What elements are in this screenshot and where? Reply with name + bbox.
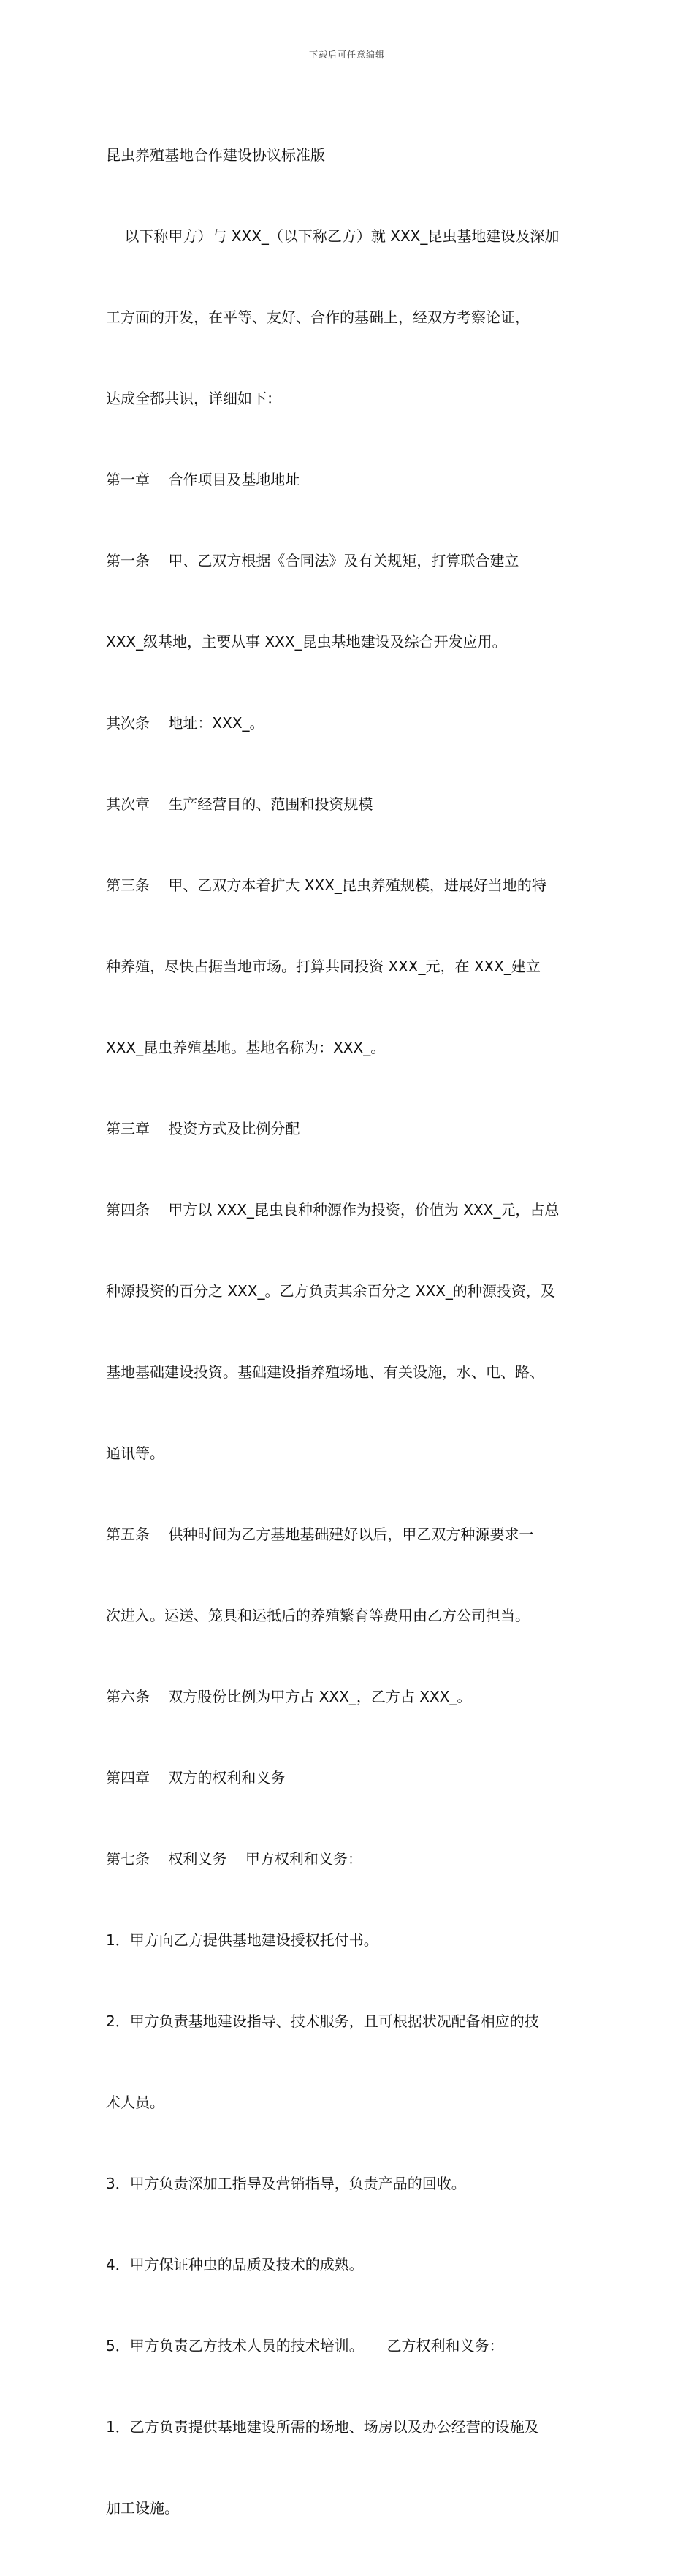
chapter-heading: 第一章 合作项目及基地地址 — [106, 471, 300, 488]
article-line: 第三条 甲、乙双方本着扩大 XXX_昆虫养殖规模，进展好当地的特 — [106, 876, 546, 894]
list-item: 3．甲方负责深加工指导及营销指导，负责产品的回收。 — [106, 2175, 466, 2192]
document-body — [106, 88, 603, 2576]
article-line: 第六条 双方股份比例为甲方占 XXX_，乙方占 XXX_。 — [106, 1688, 472, 1705]
document-title: 昆虫养殖基地合作建设协议标准版 — [106, 146, 325, 164]
body-line: 种源投资的百分之 XXX_。乙方负责其余百分之 XXX_的种源投资，及 — [106, 1282, 555, 1300]
header-note: 下载后可任意编辑 — [308, 50, 385, 60]
body-line: 工方面的开发，在平等、友好、合作的基础上，经双方考察论证， — [106, 308, 530, 326]
article-line: 第五条 供种时间为乙方基地基础建好以后，甲乙双方种源要求一 — [106, 1526, 534, 1543]
body-line: 以下称甲方）与 XXX_（以下称乙方）就 XXX_昆虫基地建设及深加 — [106, 227, 560, 245]
chapter-heading: 第四章 双方的权利和义务 — [106, 1769, 286, 1787]
body-line: 加工设施。 — [106, 2499, 179, 2517]
list-item: 1．乙方负责提供基地建设所需的场地、场房以及办公经营的设施及 — [106, 2418, 539, 2436]
list-item: 4．甲方保证种虫的品质及技术的成熟。 — [106, 2256, 364, 2273]
body-line: 基地基础建设投资。基础建设指养殖场地、有关设施，水、电、路、 — [106, 1363, 544, 1381]
article-line: 第一条 甲、乙双方根据《合同法》及有关规矩，打算联合建立 — [106, 552, 519, 569]
list-item: 1．甲方向乙方提供基地建设授权托付书。 — [106, 1931, 378, 1949]
body-line: XXX_级基地，主要从事 XXX_昆虫基地建设及综合开发应用。 — [106, 633, 507, 651]
chapter-heading: 其次章 生产经营目的、范围和投资规模 — [106, 795, 373, 813]
article-line: 第四条 甲方以 XXX_昆虫良种种源作为投资，价值为 XXX_元，占总 — [106, 1201, 560, 1219]
body-line: 通讯等。 — [106, 1444, 164, 1462]
body-line: 术人员。 — [106, 2094, 164, 2111]
body-line: 达成全都共识，详细如下： — [106, 390, 281, 407]
body-line: XXX_昆虫养殖基地。基地名称为：XXX_。 — [106, 1039, 386, 1056]
article-line: 其次条 地址：XXX_。 — [106, 714, 264, 732]
chapter-heading: 第三章 投资方式及比例分配 — [106, 1120, 300, 1137]
article-line: 第七条 权利义务 甲方权利和义务： — [106, 1850, 362, 1868]
body-line: 次进入。运送、笼具和运抵后的养殖繁育等费用由乙方公司担当。 — [106, 1607, 530, 1624]
list-item: 2．甲方负责基地建设指导、技术服务，且可根据状况配备相应的技 — [106, 2012, 539, 2030]
list-item: 5．甲方负责乙方技术人员的技术培训。 乙方权利和义务： — [106, 2337, 504, 2355]
body-line: 种养殖，尽快占据当地市场。打算共同投资 XXX_元，在 XXX_建立 — [106, 958, 541, 975]
